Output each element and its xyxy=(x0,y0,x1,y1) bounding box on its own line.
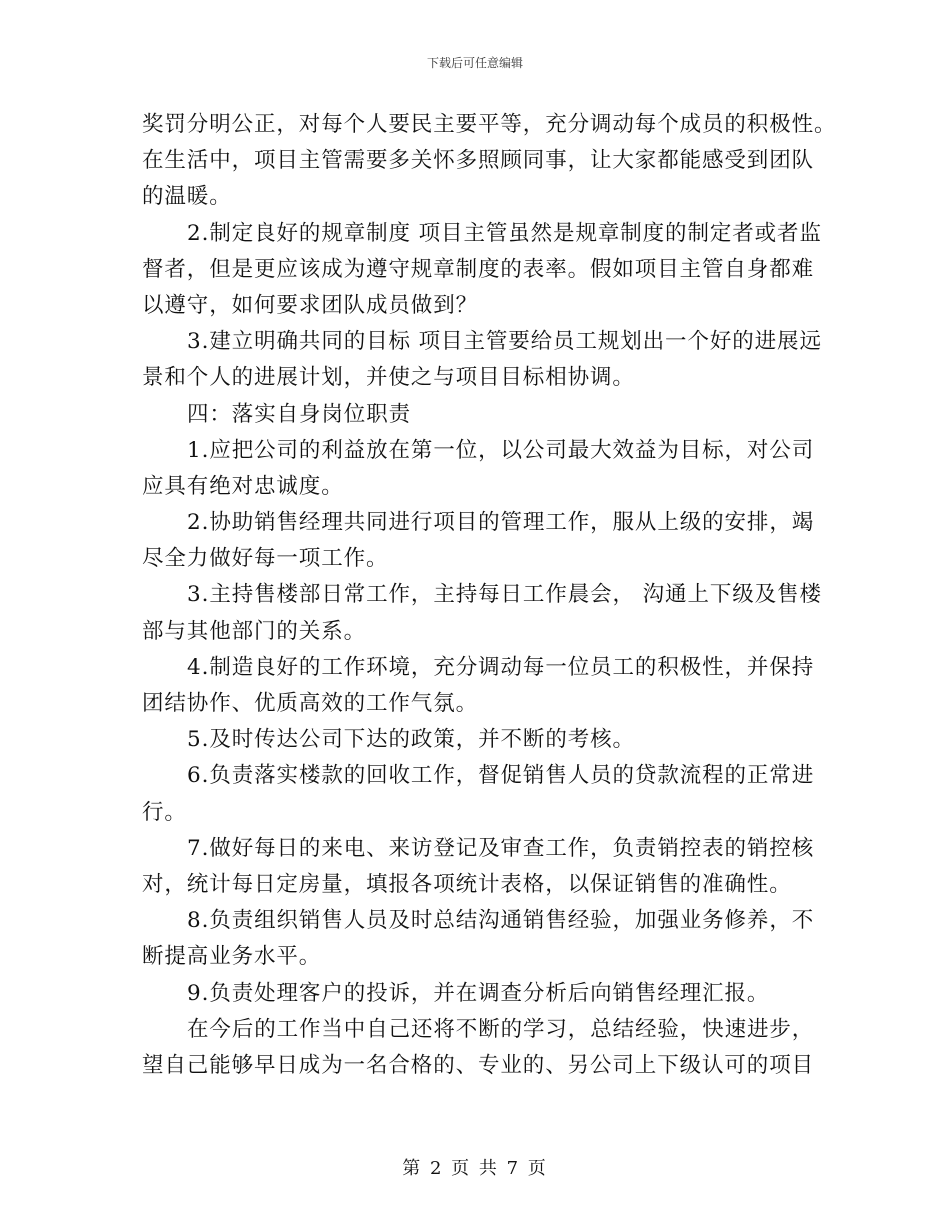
text-line: 以遵守，如何要求团队成员做到？ xyxy=(142,292,479,318)
text-line: 景和个人的进展计划，并使之与项目目标相协调。 xyxy=(142,365,635,391)
text-line: 尽全力做好每一项工作。 xyxy=(142,546,389,572)
text-line: 3.主持售楼部日常工作，主持每日工作晨会， 沟通上下级及售楼 xyxy=(187,582,822,608)
document-body xyxy=(142,107,837,1084)
text-line: 望自己能够早日成为一名合格的、专业的、另公司上下级认可的项目 xyxy=(142,1052,815,1078)
text-line: 对，统计每日定房量，填报各项统计表格，以保证销售的准确性。 xyxy=(142,871,792,897)
text-line: 9.负责处理客户的投诉，并在调查分析后向销售经理汇报。 xyxy=(187,980,770,1006)
text-line: 2.制定良好的规章制度 项目主管虽然是规章制度的制定者或者监 xyxy=(187,220,822,246)
text-line: 5.及时传达公司下达的政策，并不断的考核。 xyxy=(187,727,635,753)
text-line: 4.制造良好的工作环境，充分调动每一位员工的积极性，并保持 xyxy=(187,654,815,680)
text-line: 督者，但是更应该成为遵守规章制度的表率。假如项目主管自身都难 xyxy=(142,256,815,282)
text-line: 2.协助销售经理共同进行项目的管理工作，服从上级的安排，竭 xyxy=(187,510,815,536)
text-line: 奖罚分明公正，对每个人要民主要平等，充分调动每个成员的积极性。 xyxy=(142,112,837,137)
text-line: 行。 xyxy=(142,799,187,825)
page-number: 第 2 页 共 7 页 xyxy=(402,1158,548,1179)
text-line: 6.负责落实楼款的回收工作，督促销售人员的贷款流程的正常进 xyxy=(187,763,815,789)
text-line: 团结协作、优质高效的工作气氛。 xyxy=(142,691,479,716)
text-line: 1.应把公司的利益放在第一位，以公司最大效益为目标，对公司 xyxy=(187,437,815,463)
text-line: 部与其他部门的关系。 xyxy=(142,618,367,644)
text-line: 8.负责组织销售人员及时总结沟通销售经验，加强业务修养，不 xyxy=(187,908,815,934)
page-header: 下载后可任意编辑 xyxy=(426,56,523,70)
text-line: 在今后的工作当中自己还将不断的学习，总结经验，快速进步， xyxy=(187,1016,815,1042)
text-line: 7.做好每日的来电、来访登记及审查工作，负责销控表的销控核 xyxy=(187,835,815,861)
text-line: 断提高业务水平。 xyxy=(142,944,322,970)
text-line: 的温暖。 xyxy=(142,184,232,210)
text-line: 在生活中，项目主管需要多关怀多照顾同事，让大家都能感受到团队 xyxy=(142,148,815,174)
text-line: 3.建立明确共同的目标 项目主管要给员工规划出一个好的进展远 xyxy=(187,329,822,355)
section-heading: 四：落实自身岗位职责 xyxy=(187,401,412,427)
text-line: 应具有绝对忠诚度。 xyxy=(142,473,344,499)
